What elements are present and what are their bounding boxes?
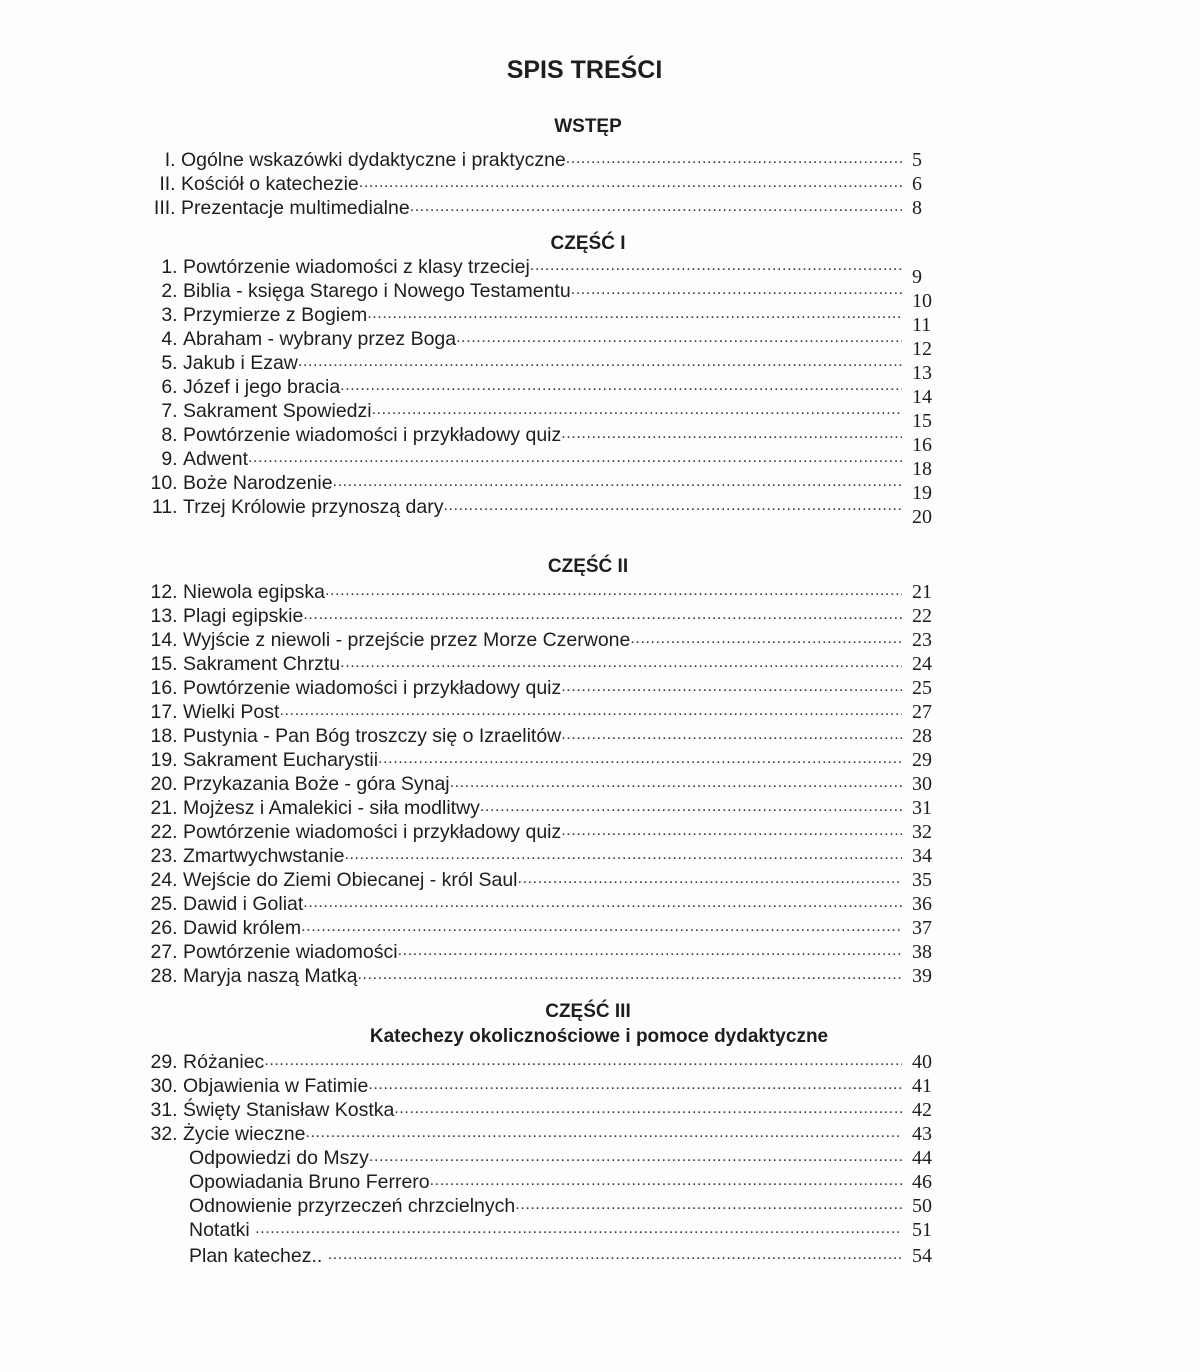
entry-number: 27. bbox=[150, 941, 183, 963]
entry-page: 31 bbox=[912, 797, 932, 819]
entry-label: Maryja naszą Matką bbox=[183, 965, 358, 987]
dot-leader bbox=[279, 701, 902, 721]
entry-page: 46 bbox=[912, 1171, 932, 1193]
toc-entry[interactable] bbox=[138, 1218, 948, 1242]
toc-entry[interactable] bbox=[138, 351, 948, 384]
entry-page: 41 bbox=[912, 1075, 932, 1097]
entry-page: 8 bbox=[912, 197, 922, 219]
entry-page: 50 bbox=[912, 1195, 932, 1217]
section-subheading-part-3: Katechezy okolicznościowe i pomoce dydaktyczne bbox=[369, 1026, 829, 1047]
toc-entry[interactable] bbox=[138, 796, 948, 820]
entry-label: Sakrament Chrztu bbox=[183, 653, 341, 675]
entry-page: 29 bbox=[912, 749, 932, 771]
entry-label: Biblia - księga Starego i Nowego Testamentu bbox=[183, 280, 571, 302]
entry-page: 9 bbox=[912, 266, 922, 288]
entry-number: 16. bbox=[150, 677, 183, 699]
entry-page: 15 bbox=[912, 410, 932, 432]
toc-entry[interactable] bbox=[138, 327, 948, 360]
entry-label: Święty Stanisław Kostka bbox=[183, 1099, 395, 1121]
entry-number: 10. bbox=[150, 472, 183, 494]
toc-entry[interactable] bbox=[138, 471, 948, 504]
entry-label: Pustynia - Pan Bóg troszczy się o Izraelitów bbox=[183, 725, 562, 747]
entry-page: 54 bbox=[912, 1245, 932, 1267]
entry-number: 5. bbox=[161, 352, 183, 374]
toc-entry[interactable] bbox=[138, 1146, 948, 1170]
entry-label: Przykazania Boże - góra Synaj bbox=[183, 773, 450, 795]
dot-leader bbox=[561, 725, 902, 745]
toc-entry[interactable] bbox=[138, 604, 948, 628]
entry-number: 2. bbox=[161, 280, 183, 302]
entry-label: Zmartwychwstanie bbox=[183, 845, 345, 867]
toc-entry[interactable] bbox=[138, 303, 948, 336]
toc-entry[interactable] bbox=[138, 844, 948, 868]
dot-leader bbox=[372, 400, 902, 420]
entry-page: 40 bbox=[912, 1051, 932, 1073]
entry-page: 28 bbox=[912, 725, 932, 747]
entry-number: 6. bbox=[161, 376, 183, 398]
entry-page: 14 bbox=[912, 386, 932, 408]
toc-entry[interactable] bbox=[138, 399, 948, 432]
entry-label: Powtórzenie wiadomości i przykładowy quiz bbox=[183, 424, 562, 446]
entry-page: 32 bbox=[912, 821, 932, 843]
section-heading-part-1: CZĘŚĆ I bbox=[550, 233, 626, 254]
entry-number: 30. bbox=[150, 1075, 183, 1097]
entry-number: 29. bbox=[150, 1051, 183, 1073]
dot-leader bbox=[264, 1051, 902, 1071]
entry-page: 35 bbox=[912, 869, 932, 891]
entry-number: II. bbox=[159, 173, 181, 195]
entry-number: 19. bbox=[150, 749, 183, 771]
dot-leader bbox=[255, 1219, 902, 1239]
entry-page: 18 bbox=[912, 458, 932, 480]
toc-entry[interactable] bbox=[138, 375, 948, 408]
entry-page: 27 bbox=[912, 701, 932, 723]
entry-label: Plagi egipskie bbox=[183, 605, 304, 627]
toc-entry[interactable] bbox=[138, 964, 948, 988]
toc-entry[interactable] bbox=[138, 868, 948, 892]
entry-page: 42 bbox=[912, 1099, 932, 1121]
entry-number: 17. bbox=[150, 701, 183, 723]
entry-label: Dawid królem bbox=[183, 917, 302, 939]
toc-entry[interactable] bbox=[138, 580, 948, 604]
entry-label: Objawienia w Fatimie bbox=[183, 1075, 369, 1097]
dot-leader bbox=[344, 845, 902, 865]
entry-page: 43 bbox=[912, 1123, 932, 1145]
dot-leader bbox=[561, 424, 902, 444]
dot-leader bbox=[328, 1245, 902, 1265]
toc-entry[interactable] bbox=[138, 940, 948, 964]
entry-number: 9. bbox=[161, 448, 183, 470]
entry-label: Adwent bbox=[183, 448, 249, 470]
entry-number: 4. bbox=[161, 328, 183, 350]
toc-entry[interactable] bbox=[138, 423, 948, 456]
dot-leader bbox=[378, 749, 902, 769]
toc-entry[interactable] bbox=[138, 1244, 948, 1268]
dot-leader bbox=[367, 304, 902, 324]
entry-label: Powtórzenie wiadomości i przykładowy quiz bbox=[183, 821, 562, 843]
entry-label: Odnowienie przyrzeczeń chrzcielnych bbox=[189, 1195, 516, 1217]
entry-number: 28. bbox=[150, 965, 183, 987]
entry-label: Mojżesz i Amalekici - siła modlitwy bbox=[183, 797, 480, 819]
dot-leader bbox=[480, 797, 902, 817]
toc-entry[interactable] bbox=[138, 1098, 948, 1122]
entry-label: Opowiadania Bruno Ferrero bbox=[189, 1171, 430, 1193]
entry-number: 1. bbox=[161, 256, 183, 278]
entry-page: 6 bbox=[912, 173, 922, 195]
entry-page: 13 bbox=[912, 362, 932, 384]
entry-number: 23. bbox=[150, 845, 183, 867]
entry-page: 39 bbox=[912, 965, 932, 987]
entry-page: 24 bbox=[912, 653, 932, 675]
toc-entry[interactable] bbox=[138, 820, 948, 844]
dot-leader bbox=[630, 629, 902, 649]
dot-leader bbox=[340, 653, 902, 673]
toc-entry[interactable] bbox=[138, 1194, 948, 1218]
entry-number: 12. bbox=[150, 581, 183, 603]
entry-page: 38 bbox=[912, 941, 932, 963]
entry-label: Prezentacje multimedialne bbox=[181, 197, 410, 219]
toc-entry[interactable] bbox=[138, 724, 948, 748]
entry-label: Powtórzenie wiadomości bbox=[183, 941, 398, 963]
entry-page: 34 bbox=[912, 845, 932, 867]
entry-label: Wielki Post bbox=[183, 701, 280, 723]
entry-number: 18. bbox=[150, 725, 183, 747]
entry-number: 11. bbox=[151, 496, 183, 518]
dot-leader bbox=[303, 605, 902, 625]
page-title: SPIS TREŚCI bbox=[506, 56, 663, 84]
entry-page: 21 bbox=[912, 581, 932, 603]
entry-number: 24. bbox=[150, 869, 183, 891]
entry-label: Notatki bbox=[189, 1219, 256, 1241]
entry-number: 15. bbox=[150, 653, 183, 675]
dot-leader bbox=[303, 893, 902, 913]
toc-entry[interactable] bbox=[138, 676, 948, 700]
dot-leader bbox=[398, 941, 902, 961]
entry-number: 14. bbox=[150, 629, 183, 651]
entry-label: Życie wieczne bbox=[183, 1123, 306, 1145]
toc-entry[interactable] bbox=[138, 652, 948, 676]
entry-number: 22. bbox=[150, 821, 183, 843]
toc-entry[interactable] bbox=[138, 700, 948, 724]
entry-page: 12 bbox=[912, 338, 932, 360]
entry-page: 19 bbox=[912, 482, 932, 504]
entry-label: Boże Narodzenie bbox=[183, 472, 333, 494]
entry-label: Dawid i Goliat bbox=[183, 893, 304, 915]
toc-entry[interactable] bbox=[138, 447, 948, 480]
entry-label: Plan katechez.. bbox=[189, 1245, 328, 1267]
dot-leader bbox=[410, 197, 902, 217]
entry-number: 31. bbox=[150, 1099, 183, 1121]
toc-entry[interactable] bbox=[138, 628, 948, 652]
dot-leader bbox=[248, 448, 902, 468]
dot-leader bbox=[368, 1075, 902, 1095]
toc-entry[interactable] bbox=[138, 916, 948, 940]
entry-page: 36 bbox=[912, 893, 932, 915]
section-heading-wstep: WSTĘP bbox=[554, 116, 622, 137]
entry-number: 21. bbox=[150, 797, 183, 819]
toc-entry[interactable] bbox=[138, 148, 948, 172]
entry-label: Odpowiedzi do Mszy bbox=[189, 1147, 369, 1169]
entry-label: Przymierze z Bogiem bbox=[183, 304, 368, 326]
entry-label: Trzej Królowie przynoszą dary bbox=[183, 496, 444, 518]
entry-number: 26. bbox=[150, 917, 183, 939]
entry-label: Powtórzenie wiadomości z klasy trzeciej bbox=[183, 256, 530, 278]
toc-entry[interactable] bbox=[138, 772, 948, 796]
dot-leader bbox=[394, 1099, 902, 1119]
entry-label: Sakrament Spowiedzi bbox=[183, 400, 372, 422]
dot-leader bbox=[325, 581, 902, 601]
entry-page: 22 bbox=[912, 605, 932, 627]
dot-leader bbox=[359, 173, 902, 193]
entry-label: Niewola egipska bbox=[183, 581, 325, 603]
entry-label: Różaniec bbox=[183, 1051, 265, 1073]
toc-entry[interactable] bbox=[138, 1122, 948, 1146]
dot-leader bbox=[518, 869, 902, 889]
entry-page: 44 bbox=[912, 1147, 932, 1169]
entry-page: 23 bbox=[912, 629, 932, 651]
entry-number: 25. bbox=[150, 893, 183, 915]
toc-entry[interactable] bbox=[138, 255, 948, 288]
toc-entry[interactable] bbox=[138, 172, 948, 196]
dot-leader bbox=[566, 149, 902, 169]
entry-number: 8. bbox=[161, 424, 183, 446]
entry-number: 32. bbox=[150, 1123, 183, 1145]
entry-page: 37 bbox=[912, 917, 932, 939]
toc-entry[interactable] bbox=[138, 1050, 948, 1074]
dot-leader bbox=[561, 677, 902, 697]
toc-entry[interactable] bbox=[138, 495, 948, 528]
dot-leader bbox=[571, 280, 902, 300]
entry-page: 11 bbox=[912, 314, 932, 336]
dot-leader bbox=[298, 352, 902, 372]
dot-leader bbox=[340, 376, 902, 396]
entry-page: 25 bbox=[912, 677, 932, 699]
dot-leader bbox=[333, 472, 902, 492]
entry-page: 51 bbox=[912, 1219, 932, 1241]
entry-label: Kościół o katechezie bbox=[181, 173, 359, 195]
section-heading-part-2: CZĘŚĆ II bbox=[547, 556, 629, 577]
entry-number: I. bbox=[164, 149, 181, 171]
dot-leader bbox=[369, 1147, 902, 1167]
entry-number: III. bbox=[153, 197, 181, 219]
entry-number: 20. bbox=[150, 773, 183, 795]
toc-entry[interactable] bbox=[138, 1170, 948, 1194]
toc-entry[interactable] bbox=[138, 279, 948, 312]
dot-leader bbox=[450, 773, 902, 793]
toc-entry[interactable] bbox=[138, 892, 948, 916]
entry-label: Abraham - wybrany przez Boga bbox=[183, 328, 457, 350]
entry-page: 5 bbox=[912, 149, 922, 171]
toc-entry[interactable] bbox=[138, 196, 948, 220]
entry-label: Józef i jego bracia bbox=[183, 376, 341, 398]
entry-label: Ogólne wskazówki dydaktyczne i praktyczne bbox=[181, 149, 566, 171]
entry-number: 7. bbox=[161, 400, 183, 422]
dot-leader bbox=[515, 1195, 902, 1215]
entry-label: Jakub i Ezaw bbox=[183, 352, 298, 374]
dot-leader bbox=[456, 328, 902, 348]
dot-leader bbox=[530, 256, 902, 276]
dot-leader bbox=[357, 965, 902, 985]
entry-page: 30 bbox=[912, 773, 932, 795]
entry-label: Powtórzenie wiadomości i przykładowy quiz bbox=[183, 677, 562, 699]
entry-label: Sakrament Eucharystii bbox=[183, 749, 379, 771]
toc-entry[interactable] bbox=[138, 748, 948, 772]
dot-leader bbox=[301, 917, 902, 937]
entry-number: 3. bbox=[161, 304, 183, 326]
section-heading-part-3: CZĘŚĆ III bbox=[545, 1001, 631, 1022]
dot-leader bbox=[430, 1171, 902, 1191]
dot-leader bbox=[561, 821, 902, 841]
dot-leader bbox=[443, 496, 902, 516]
entry-label: Wyjście z niewoli - przejście przez Morze Czerwone bbox=[183, 629, 631, 651]
dot-leader bbox=[305, 1123, 902, 1143]
toc-entry[interactable] bbox=[138, 1074, 948, 1098]
entry-number: 13. bbox=[150, 605, 183, 627]
entry-page: 10 bbox=[912, 290, 932, 312]
entry-page: 20 bbox=[912, 506, 932, 528]
entry-label: Wejście do Ziemi Obiecanej - król Saul bbox=[183, 869, 518, 891]
entry-page: 16 bbox=[912, 434, 932, 456]
